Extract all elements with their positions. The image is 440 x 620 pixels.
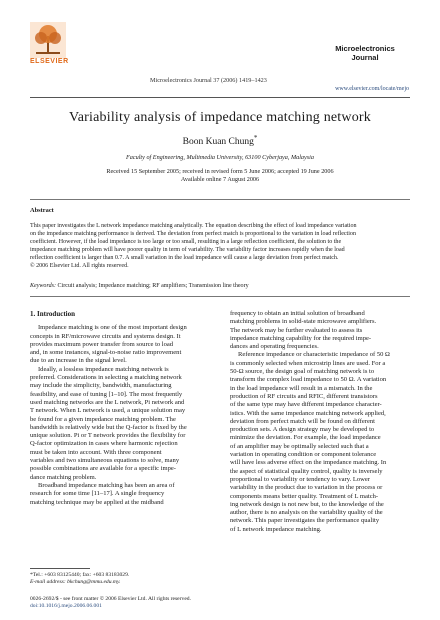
right-column — [230, 310, 413, 534]
article-author: Boon Kuan Chung* — [182, 134, 258, 148]
left-column — [30, 310, 213, 507]
author-footnote: *Tel.: +603 83125440; fax: +603 83183029. E-mail address: bkchung@mmu.edu.my. — [30, 572, 130, 585]
article-dates: Received 15 September 2005; received in revised form 5 June 2006; accepted 19 June 2006 Available online 7 August 2006 — [106, 168, 334, 183]
section-heading: 1. Introduction — [30, 310, 75, 318]
author-footnote-mark[interactable]: * — [253, 134, 258, 142]
article-title: Variability analysis of impedance matching network — [69, 110, 371, 125]
footnote-divider — [30, 568, 90, 569]
abstract-heading: Abstract — [30, 207, 54, 214]
paragraph: Ideally, a lossless impedance matching network is preferred. Considerations in selecting a matching network may include the simplicity, bandwidth, manufacturing feasibility, and ease of tuning [1–10]. The most frequently used matching networks are the L network, Pi network and T network. When L network is used, a unique solution may be found for a given impedance matching problem. The bandwidth is relatively wide but the Q-factor is fixed by the unique solution. Pi or T network provides the flexibility for Q-factor optimization in cases where harmonic rejection must be taken into account. With three component variables and two simultaneous equations to solve, many possible combinations are available for a specific impe- dance matching problem. — [30, 365, 187, 481]
header-divider — [30, 97, 410, 98]
publisher-wordmark: ELSEVIER — [30, 58, 69, 65]
journal-url-link[interactable]: www.elsevier.com/locate/mejo — [335, 86, 409, 92]
abstract-divider-top — [30, 199, 410, 200]
publication-info — [30, 596, 191, 610]
abstract-text: This paper investigates the L network impedance matching analytically. The equation describing the effect of load impedance variation on the impedance matching performance is derived. The deviation from perfect match is proportional to the variation in load reflection coefficient. However, if the load impedance is too large or too small, resulting in a large reflection coefficient, the solution to the impedance matching problem will have poorer quality in term of variability. The variability factor increases rapidly when the load reflection coefficient is larger than 0.7. A small variation in the load impedance will cause a large deviation from perfect match. © 2006 Elsevier Ltd. All rights reserved. — [30, 223, 357, 270]
tree-logo-icon — [30, 22, 66, 58]
journal-citation: Microelectronics Journal 37 (2006) 1419–1423 — [150, 77, 267, 84]
journal-name: Microelectronics Journal — [335, 44, 395, 62]
abstract-divider-bottom — [30, 296, 410, 297]
paragraph: frequency to obtain an initial solution of broadband matching problems in solid-state microwave amplifiers. The network may be further evaluated to assess its impedance matching capability for the required impe- dances and operating frequencies. — [230, 310, 377, 351]
paragraph: Broadband impedance matching has been an area of research for some time [11–17]. A single frequency matching technique may be applied at the midband — [30, 481, 175, 506]
paragraph: Reference impedance or characteristic impedance of 50 Ω is commonly selected when microstrip lines are used. For a 50-Ω source, the design goal of matching network is to transform the complex load impedance to 50 Ω. A variation in the load impedance will result in a mismatch. In the production of RF circuits and RFIC, different transistors of the same type may have different impedance character- istics. With the same impedance matching network applied, deviation from perfect match will be found on different production sets. A design strategy may be developed to minimize the deviation. For example, the load impedance of an amplifier may be optimally selected such that a variation in operating condition or component tolerance will have less adverse effect on the impedance matching. In the aspect of statistical quality control, quality is inversely proportional to variability or tendency to vary. Lower variability in the product due to variation in the process or components means better quality. Treatment of L match- ing network design is not new but, to the knowledge of the author, there is no analysis on the variability quality of the network. This paper investigates the performance quality of L network impedance matching. — [230, 351, 390, 533]
issn-line: 0026-2692/$ - see front matter © 2006 Elsevier Ltd. All rights reserved. — [30, 596, 191, 602]
paragraph: Impedance matching is one of the most important design concepts in RF/microwave circuits and systems design. It provides maximum power transfer from source to load and, in some instances, signal-to-noise ratio improvement due to an increase in the signal level. — [30, 324, 187, 365]
author-affiliation: Faculty of Engineering, Multimedia University, 63100 Cyberjaya, Malaysia — [126, 154, 314, 161]
doi-link[interactable]: doi:10.1016/j.mejo.2006.06.001 — [30, 603, 102, 609]
keywords: Keywords: Circuit analysis; Impedance matching; RF amplifiers; Transmission line theory — [30, 283, 249, 289]
elsevier-logo — [30, 22, 69, 65]
